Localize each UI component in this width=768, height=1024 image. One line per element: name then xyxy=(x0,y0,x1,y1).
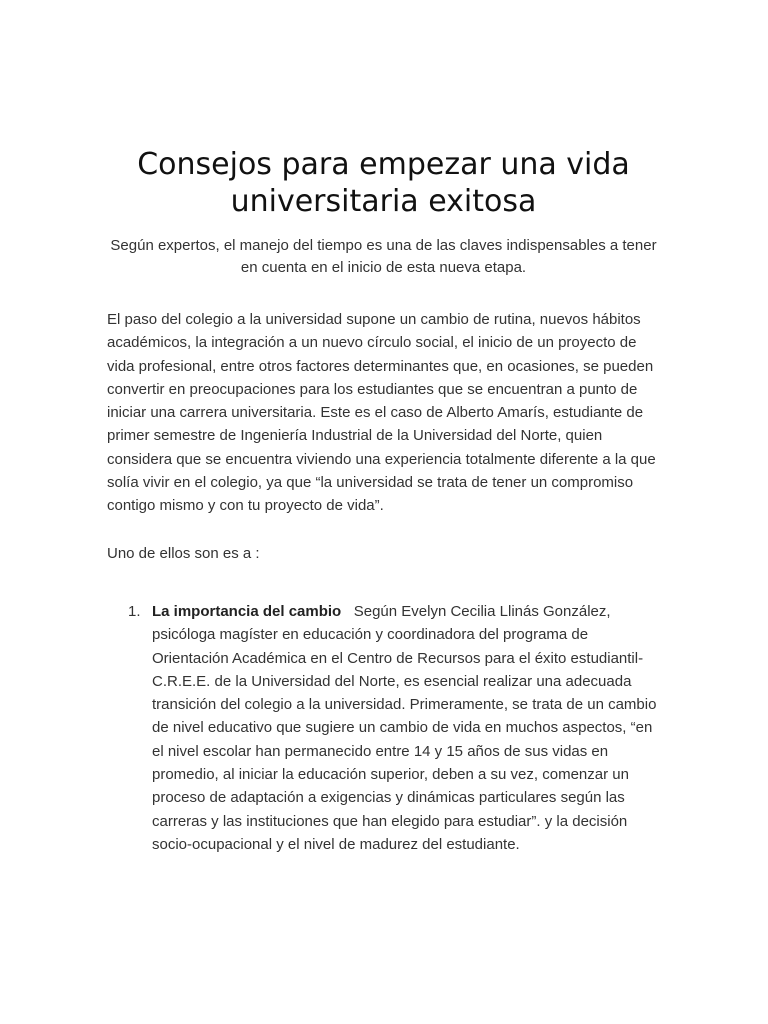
list-item-number: 1. xyxy=(128,602,141,620)
article-subtitle: Según expertos, el manejo del tiempo es una de las claves indispensables a tener en cuenta en el inicio de esta nueva etapa. xyxy=(110,237,657,276)
intro-paragraph: El paso del colegio a la universidad supone un cambio de rutina, nuevos hábitos académicos, la integración a un nuevo círculo social, el inicio de un proyecto de vida profesional, entre otros factores determinantes que, en ocasiones, se pueden convertir en preocupaciones para los estudiantes que se encuentran a punto de iniciar una carrera universitaria. Este es el caso de Alberto Amarís, estudiante de primer semestre de Ingeniería Industrial de la Universidad del Norte, quien considera que se encuentra viviendo una experiencia totalmente diferente a la que solía vivir en el colegio, ya que “la universidad se trata de tener un compromiso contigo mismo y con tu proyecto de vida”. xyxy=(107,311,656,515)
tips-list xyxy=(107,600,660,856)
list-item-heading: La importancia del cambio xyxy=(152,602,342,620)
article xyxy=(107,146,660,856)
article-title: Consejos para empezar una vida universitaria exitosa xyxy=(137,147,630,219)
lead-in-paragraph: Uno de ellos son es a : xyxy=(107,544,260,562)
list-item xyxy=(128,600,660,856)
list-item-text: Según Evelyn Cecilia Llinás González, psicóloga magíster en educación y coordinadora del programa de Orientación Académica en el Centro de Recursos para el éxito estudiantil-C.R.E.E. de la Universidad del Norte, es esencial realizar una adecuada transición del colegio a la universidad. Primeramente, se trata de un cambio de nivel educativo que sugiere un cambio de vida en muchos aspectos, “en el nivel escolar han permanecido entre 14 y 15 años de sus vidas en promedio, al iniciar la educación superior, deben a su vez, comenzar un proceso de adaptación a exigencias y dinámicas particulares según las carreras y las instituciones que han elegido para estudiar”. y la decisión socio-ocupacional y el nivel de madurez del estudiante. xyxy=(152,602,657,853)
